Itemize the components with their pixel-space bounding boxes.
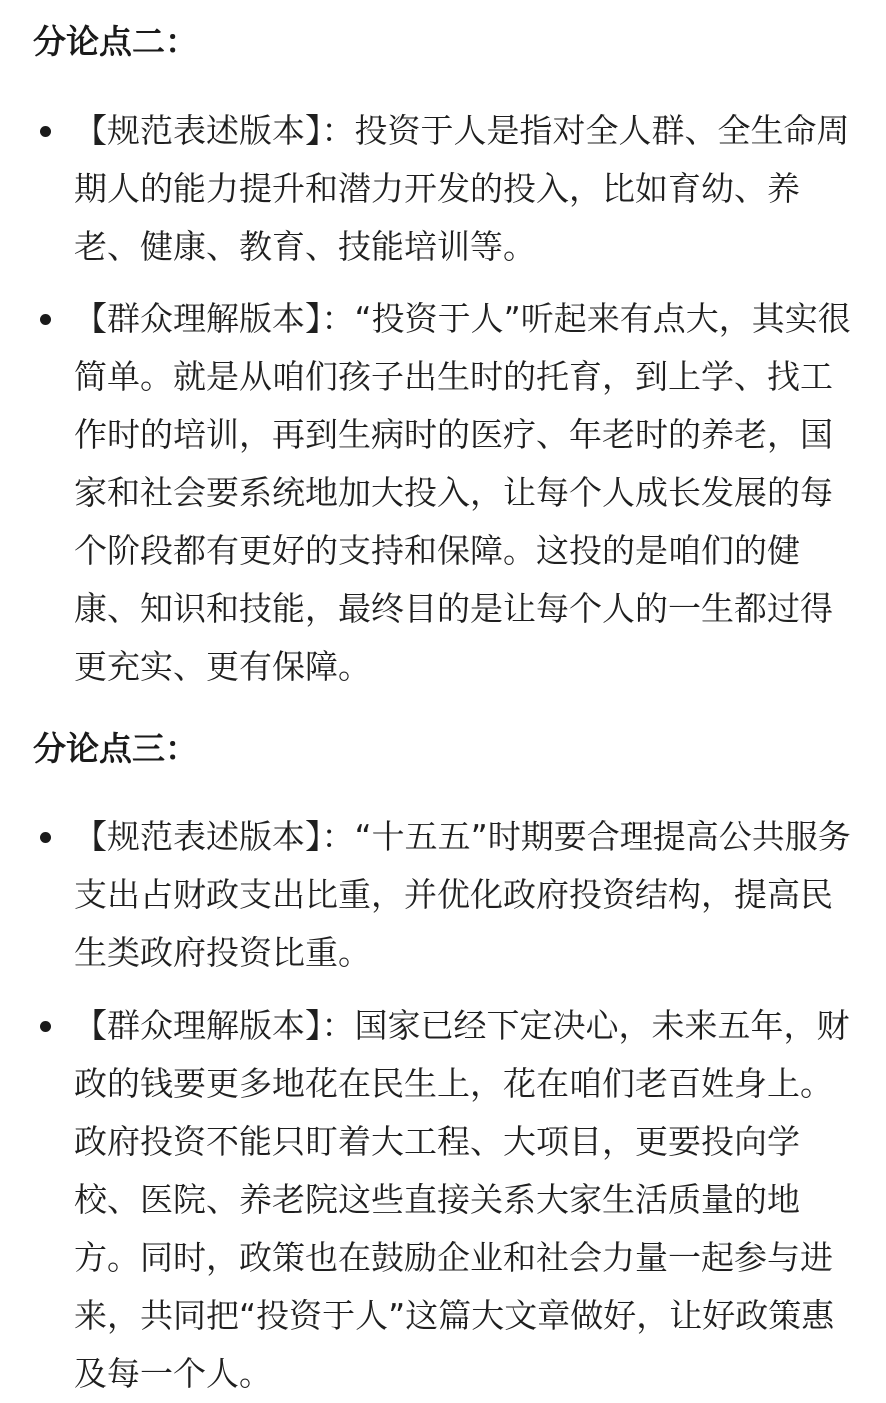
list-item-text: 【规范表述版本】：投资于人是指对全人群、全生命周期人的能力提升和潜力开发的投入，比如育幼、养老、健康、教育、技能培训等。 xyxy=(74,111,850,266)
list-item-text: 【群众理解版本】：“投资于人”听起来有点大，其实很简单。就是从咱们孩子出生时的托育，到上学、找工作时的培训，再到生病时的医疗、年老时的养老，国家和社会要系统地加大投入，让每个人成长发展的每个阶段都有更好的支持和保障。这投的是咱们的健康、知识和技能，最终目的是让每个人的一生都过得更充实、更有保障。 xyxy=(74,299,851,686)
list-item-text: 【规范表述版本】：“十五五”时期要合理提高公共服务支出占财政支出比重，并优化政府投资结构，提高民生类政府投资比重。 xyxy=(74,817,851,972)
bullet-dot-icon xyxy=(40,832,51,843)
bullet-dot-icon xyxy=(40,1021,51,1032)
bullet-dot-icon xyxy=(40,126,51,137)
section-heading: 分论点二： xyxy=(33,22,198,61)
section-heading: 分论点三： xyxy=(33,729,198,768)
list-item-text: 【群众理解版本】：国家已经下定决心，未来五年，财政的钱要更多地花在民生上，花在咱们老百姓身上。政府投资不能只盯着大工程、大项目，更要投向学校、医院、养老院这些直接关系大家生活质量的地方。同时，政策也在鼓励企业和社会力量一起参与进来，共同把“投资于人”这篇大文章做好，让好政策惠及每一个人。 xyxy=(74,1006,850,1393)
bullet-dot-icon xyxy=(40,314,51,325)
